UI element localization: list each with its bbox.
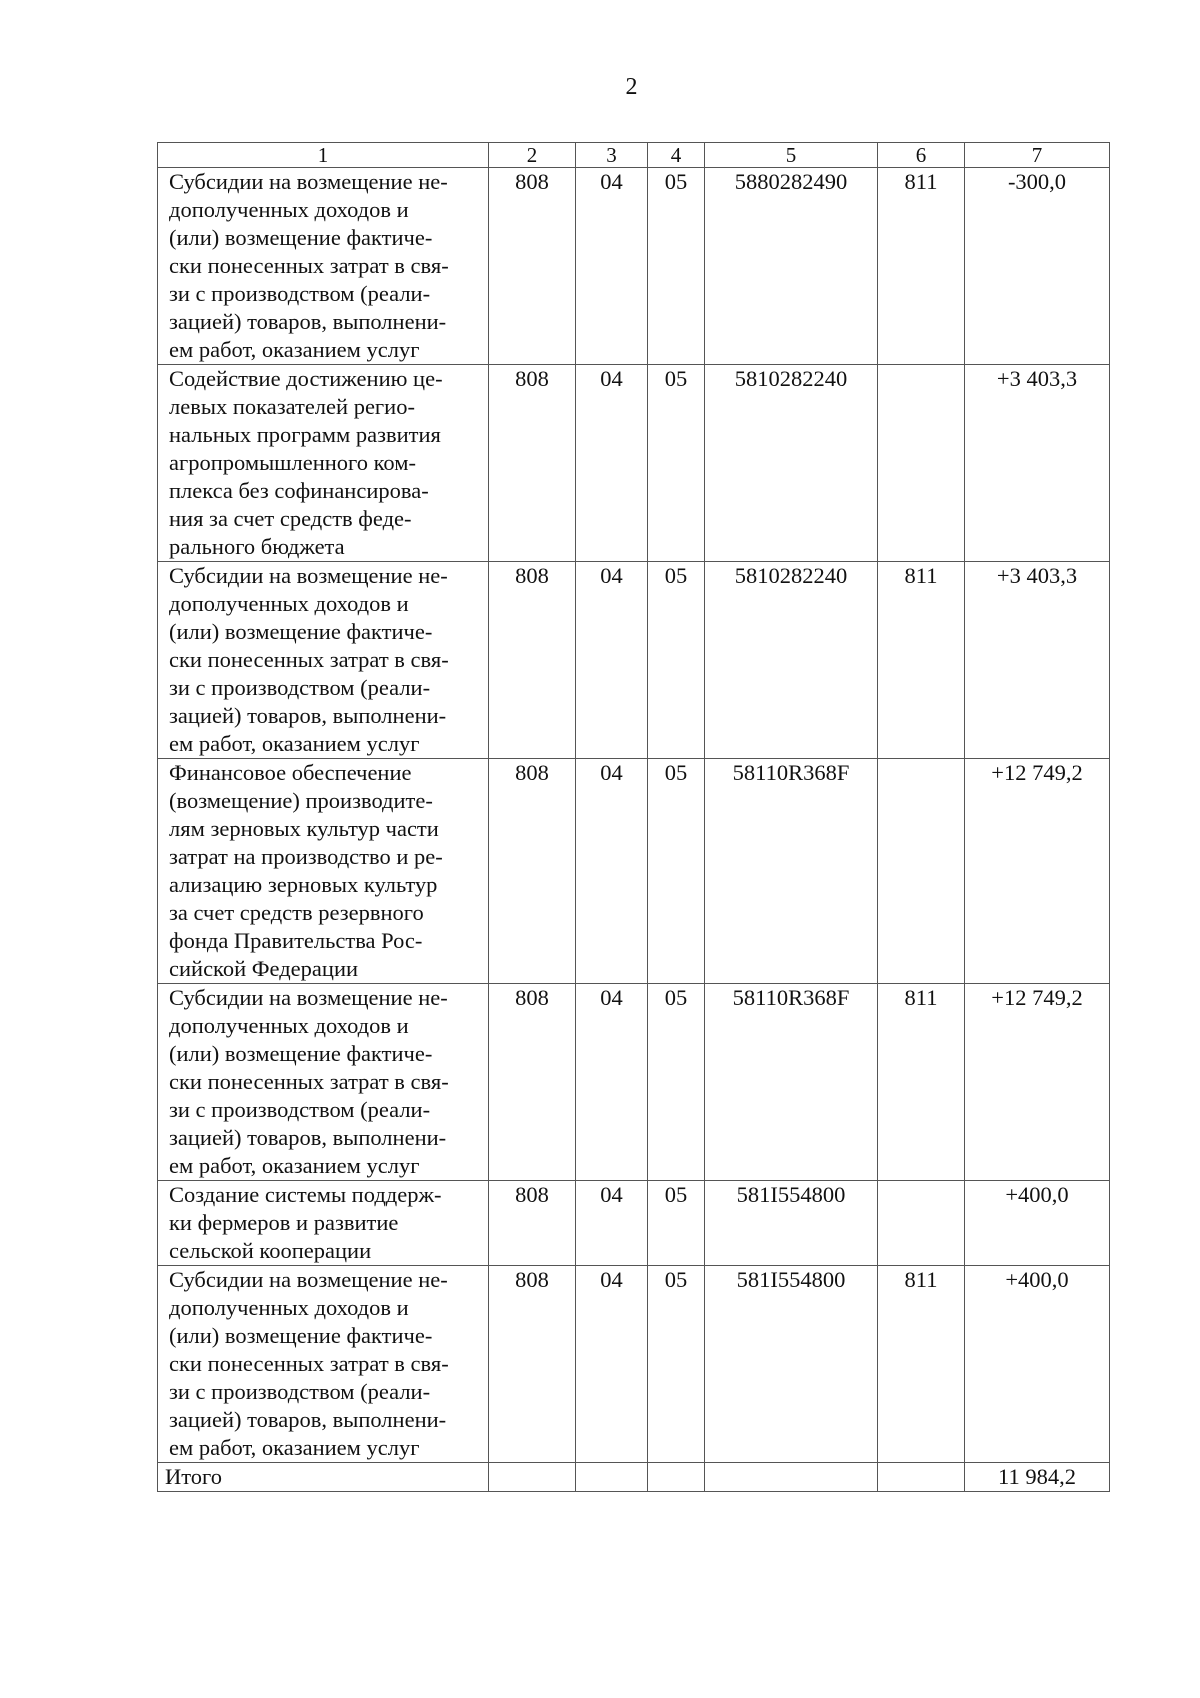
item-name-line: (или) возмещение фактиче- bbox=[169, 225, 433, 250]
subsection-code-cell: 05 bbox=[648, 168, 705, 365]
item-name-line: агропромышленного ком- bbox=[169, 450, 416, 475]
expense-type-cell: 811 bbox=[878, 562, 965, 759]
expense-type-cell: 811 bbox=[878, 984, 965, 1181]
item-name-line: сийской Федерации bbox=[169, 956, 359, 981]
ministry-code-cell: 808 bbox=[489, 984, 576, 1181]
item-name-line: зацией) товаров, выполнени- bbox=[169, 703, 447, 728]
item-name-line: зацией) товаров, выполнени- bbox=[169, 1125, 447, 1150]
subsection-code-cell: 05 bbox=[648, 1181, 705, 1266]
empty-cell bbox=[648, 1463, 705, 1492]
amount-cell: +3 403,3 bbox=[965, 562, 1110, 759]
item-name-line: Субсидии на возмещение не- bbox=[169, 563, 448, 588]
item-name-line: зацией) товаров, выполнени- bbox=[169, 1407, 447, 1432]
item-name-line: сельской кооперации bbox=[169, 1238, 372, 1263]
item-name-line: зи с производством (реали- bbox=[169, 1097, 431, 1122]
item-name-line: Субсидии на возмещение не- bbox=[169, 985, 448, 1010]
total-amount: 11 984,2 bbox=[965, 1463, 1110, 1492]
item-name-cell bbox=[158, 759, 489, 984]
item-name-line: зи с производством (реали- bbox=[169, 675, 431, 700]
item-name-line: ем работ, оказанием услуг bbox=[169, 1153, 420, 1178]
item-name-line: зи с производством (реали- bbox=[169, 1379, 431, 1404]
amount-cell: -300,0 bbox=[965, 168, 1110, 365]
item-name-line: Субсидии на возмещение не- bbox=[169, 169, 448, 194]
ministry-code-cell: 808 bbox=[489, 759, 576, 984]
target-article-cell: 58110R368F bbox=[705, 984, 878, 1181]
item-name-line: (или) возмещение фактиче- bbox=[169, 1041, 433, 1066]
column-number: 3 bbox=[576, 143, 648, 168]
target-article-cell: 581I554800 bbox=[705, 1266, 878, 1463]
item-name-line: (или) возмещение фактиче- bbox=[169, 619, 433, 644]
column-number: 1 bbox=[158, 143, 489, 168]
amount-cell: +12 749,2 bbox=[965, 759, 1110, 984]
item-name-line: дополученных доходов и bbox=[169, 1295, 409, 1320]
subsection-code-cell: 05 bbox=[648, 365, 705, 562]
item-name-line: затрат на производство и ре- bbox=[169, 844, 443, 869]
item-name-line: дополученных доходов и bbox=[169, 197, 409, 222]
column-number: 6 bbox=[878, 143, 965, 168]
item-name-line: Финансовое обеспечение bbox=[169, 760, 412, 785]
subsection-code-cell: 05 bbox=[648, 1266, 705, 1463]
section-code-cell: 04 bbox=[576, 168, 648, 365]
empty-cell bbox=[489, 1463, 576, 1492]
expense-type-cell bbox=[878, 1181, 965, 1266]
column-number: 5 bbox=[705, 143, 878, 168]
item-name-line: фонда Правительства Рос- bbox=[169, 928, 423, 953]
item-name-line: дополученных доходов и bbox=[169, 591, 409, 616]
expense-type-cell bbox=[878, 759, 965, 984]
item-name-cell bbox=[158, 1266, 489, 1463]
item-name-line: ния за счет средств феде- bbox=[169, 506, 412, 531]
ministry-code-cell: 808 bbox=[489, 1266, 576, 1463]
table-row bbox=[158, 1181, 1110, 1266]
item-name-cell bbox=[158, 168, 489, 365]
item-name-line: ем работ, оказанием услуг bbox=[169, 337, 420, 362]
table-row bbox=[158, 1266, 1110, 1463]
section-code-cell: 04 bbox=[576, 365, 648, 562]
item-name-line: ем работ, оказанием услуг bbox=[169, 1435, 420, 1460]
empty-cell bbox=[705, 1463, 878, 1492]
ministry-code-cell: 808 bbox=[489, 562, 576, 759]
target-article-cell: 58110R368F bbox=[705, 759, 878, 984]
item-name-cell bbox=[158, 562, 489, 759]
section-code-cell: 04 bbox=[576, 562, 648, 759]
item-name-line: Создание системы поддерж- bbox=[169, 1182, 442, 1207]
item-name-line: ем работ, оказанием услуг bbox=[169, 731, 420, 756]
target-article-cell: 5810282240 bbox=[705, 562, 878, 759]
item-name-line: ализацию зерновых культур bbox=[169, 872, 438, 897]
ministry-code-cell: 808 bbox=[489, 1181, 576, 1266]
item-name-line: зи с производством (реали- bbox=[169, 281, 431, 306]
item-name-line: левых показателей регио- bbox=[169, 394, 415, 419]
empty-cell bbox=[576, 1463, 648, 1492]
subsection-code-cell: 05 bbox=[648, 759, 705, 984]
item-name-line: лям зерновых культур части bbox=[169, 816, 439, 841]
target-article-cell: 5880282490 bbox=[705, 168, 878, 365]
item-name-cell bbox=[158, 1181, 489, 1266]
item-name-line: (или) возмещение фактиче- bbox=[169, 1323, 433, 1348]
ministry-code-cell: 808 bbox=[489, 168, 576, 365]
column-number-row bbox=[158, 143, 1110, 168]
amount-cell: +12 749,2 bbox=[965, 984, 1110, 1181]
subsection-code-cell: 05 bbox=[648, 984, 705, 1181]
item-name-cell bbox=[158, 365, 489, 562]
section-code-cell: 04 bbox=[576, 1266, 648, 1463]
item-name-line: за счет средств резервного bbox=[169, 900, 424, 925]
section-code-cell: 04 bbox=[576, 759, 648, 984]
budget-table bbox=[157, 142, 1110, 1492]
total-row bbox=[158, 1463, 1110, 1492]
ministry-code-cell: 808 bbox=[489, 365, 576, 562]
section-code-cell: 04 bbox=[576, 1181, 648, 1266]
amount-cell: +400,0 bbox=[965, 1266, 1110, 1463]
target-article-cell: 581I554800 bbox=[705, 1181, 878, 1266]
item-name-line: (возмещение) производите- bbox=[169, 788, 433, 813]
item-name-line: рального бюджета bbox=[169, 534, 345, 559]
item-name-line: ски понесенных затрат в свя- bbox=[169, 1351, 449, 1376]
item-name-line: ски понесенных затрат в свя- bbox=[169, 647, 449, 672]
total-label: Итого bbox=[158, 1463, 489, 1492]
section-code-cell: 04 bbox=[576, 984, 648, 1181]
column-number: 7 bbox=[965, 143, 1110, 168]
item-name-cell bbox=[158, 984, 489, 1181]
table-row bbox=[158, 365, 1110, 562]
empty-cell bbox=[878, 1463, 965, 1492]
target-article-cell: 5810282240 bbox=[705, 365, 878, 562]
item-name-line: ки фермеров и развитие bbox=[169, 1210, 399, 1235]
page-number: 2 bbox=[625, 74, 638, 100]
table-row bbox=[158, 168, 1110, 365]
column-number: 2 bbox=[489, 143, 576, 168]
amount-cell: +400,0 bbox=[965, 1181, 1110, 1266]
subsection-code-cell: 05 bbox=[648, 562, 705, 759]
item-name-line: нальных программ развития bbox=[169, 422, 441, 447]
item-name-line: ски понесенных затрат в свя- bbox=[169, 253, 449, 278]
expense-type-cell: 811 bbox=[878, 168, 965, 365]
item-name-line: плекса без софинансирова- bbox=[169, 478, 429, 503]
table-row bbox=[158, 984, 1110, 1181]
expense-type-cell bbox=[878, 365, 965, 562]
item-name-line: зацией) товаров, выполнени- bbox=[169, 309, 447, 334]
item-name-line: дополученных доходов и bbox=[169, 1013, 409, 1038]
expense-type-cell: 811 bbox=[878, 1266, 965, 1463]
column-number: 4 bbox=[648, 143, 705, 168]
table-row bbox=[158, 562, 1110, 759]
item-name-line: ски понесенных затрат в свя- bbox=[169, 1069, 449, 1094]
table-row bbox=[158, 759, 1110, 984]
amount-cell: +3 403,3 bbox=[965, 365, 1110, 562]
item-name-line: Субсидии на возмещение не- bbox=[169, 1267, 448, 1292]
item-name-line: Содействие достижению це- bbox=[169, 366, 443, 391]
